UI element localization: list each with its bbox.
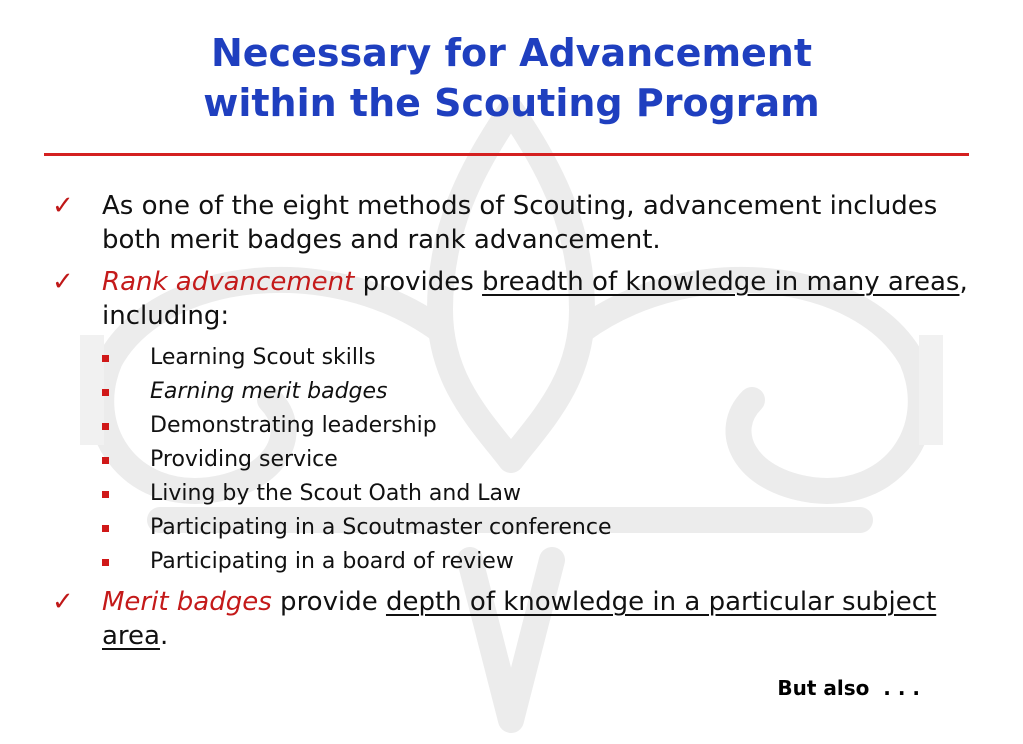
- check-icon: ✓: [52, 587, 74, 617]
- bullet-rank-advancement: [50, 265, 990, 333]
- rank-advancement-emphasis: Rank advancement: [102, 267, 355, 297]
- bullet-methods-text: As one of the eight methods of Scouting, advancement includes both merit badges and rank advancement.: [102, 191, 938, 255]
- list-item-label: Providing service: [150, 447, 338, 472]
- rank-advancement-tail: , including:: [102, 267, 968, 331]
- footer-note: But also . . .: [777, 676, 920, 700]
- bullet-merit-badges: [50, 585, 990, 653]
- merit-badges-tail: .: [159, 621, 169, 651]
- square-bullet-icon: [102, 457, 109, 464]
- list-item: [50, 375, 990, 409]
- merit-badges-emphasis: Merit badges: [102, 587, 272, 617]
- bullet-list: [50, 189, 990, 661]
- bullet-methods: [50, 189, 990, 257]
- square-bullet-icon: [102, 525, 109, 532]
- list-item: [50, 341, 990, 375]
- list-item-label: Learning Scout skills: [150, 345, 376, 370]
- square-bullet-icon: [102, 559, 109, 566]
- rank-advancement-mid: provides: [354, 267, 483, 297]
- merit-badges-mid: provide: [271, 587, 386, 617]
- check-icon: ✓: [52, 267, 74, 297]
- list-item: [50, 409, 990, 443]
- title-line-2: within the Scouting Program: [203, 81, 820, 125]
- title-divider: [44, 153, 969, 156]
- square-bullet-icon: [102, 389, 109, 396]
- square-bullet-icon: [102, 355, 109, 362]
- square-bullet-icon: [102, 423, 109, 430]
- rank-subitems: [50, 341, 990, 579]
- list-item: [50, 443, 990, 477]
- list-item: [50, 477, 990, 511]
- title-line-1: Necessary for Advancement: [210, 31, 813, 75]
- rank-advancement-underlined: breadth of knowledge in many areas: [482, 267, 960, 297]
- slide-title: [0, 28, 1023, 128]
- list-item-label: Earning merit badges: [150, 379, 388, 404]
- list-item-label: Demonstrating leadership: [150, 413, 437, 438]
- list-item: [50, 545, 990, 579]
- list-item-label: Participating in a Scoutmaster conference: [150, 515, 612, 540]
- square-bullet-icon: [102, 491, 109, 498]
- list-item: [50, 511, 990, 545]
- merit-badges-underlined: depth of knowledge in a particular subject area: [102, 587, 937, 651]
- list-item-label: Participating in a board of review: [150, 549, 514, 574]
- list-item-label: Living by the Scout Oath and Law: [150, 481, 522, 506]
- check-icon: ✓: [52, 191, 74, 221]
